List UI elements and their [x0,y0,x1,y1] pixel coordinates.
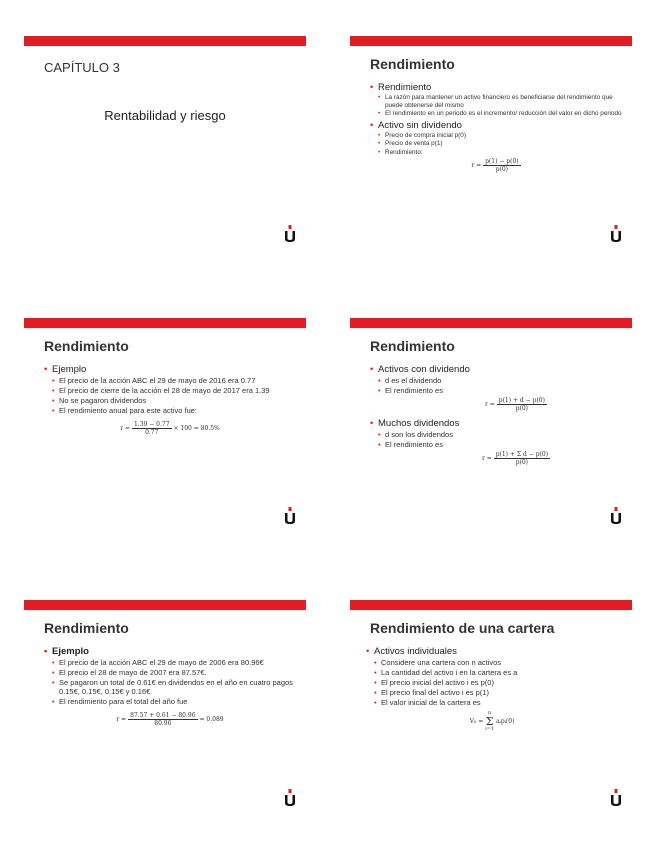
slide-header-bar [24,36,306,46]
sub-bullet: • d es el dividendo [378,376,622,385]
sum-upper-limit: n [488,710,492,716]
sub-bullet: • El valor inicial de la cartera es [374,698,618,707]
formula-lhs: V₀ = [469,718,484,725]
formula-denominator: 80.96 [154,720,172,727]
bullet: • Activo sin dividendo [370,120,622,131]
formula-denominator: p(0) [495,166,509,173]
sub-bullet: • El rendimiento anual para este activo fue: [52,406,296,415]
bullet: • Activos individuales [366,646,618,657]
slide-1 [24,36,306,251]
formula-numerator: p(1) + d − p(0) [498,397,545,404]
university-logo-icon [610,789,622,807]
slide-title: Rendimiento de una cartera [370,620,555,636]
formula [366,711,618,732]
formula-term: aᵢpᵢ(0) [496,718,515,725]
formula-lhs: r = [485,401,495,408]
university-logo-icon [284,507,296,525]
sub-bullet: • El precio de cierre de la acción el 28 de mayo de 2017 era 1.39 [52,386,296,395]
slide-body [366,644,618,732]
sub-bullet: • El precio final del activo i es p(1) [374,688,618,697]
slide-header-bar [350,36,632,46]
slide-body [44,362,296,436]
slide-4 [350,318,632,533]
slide-title: Rendimiento [44,338,129,354]
formula-rhs: = 0.089 [199,716,224,723]
formula-lhs: r = [471,162,482,169]
university-logo-icon [284,225,296,243]
sub-bullet: • El precio de la acción ABC el 29 de mayo de 2006 era 80.96€ [52,658,296,667]
formula-denominator: 0.77 [145,429,159,436]
bullet: • Muchos dividendos [370,418,622,429]
formula-lhs: r = [481,455,492,462]
sub-bullet: • El precio el 28 de mayo de 2007 era 87.57€. [52,668,296,677]
bullet: • Ejemplo [44,364,296,375]
sub-bullet: • El rendimiento es [378,440,622,449]
formula-rhs: × 100 = 80.5% [173,425,220,432]
slide-6 [350,600,632,815]
slide-2 [350,36,632,251]
university-logo-icon [610,507,622,525]
formula [44,421,296,436]
formula-denominator: p(0) [515,405,529,412]
formula [44,712,296,727]
slide-subtitle: Rentabilidad y riesgo [104,108,226,123]
bullet: • Rendimiento [370,82,622,93]
sub-bullet: • El rendimiento en un periodo es el incremento/ reducción del valor en dicho periodo [378,110,622,118]
slide-title: Rendimiento [44,620,129,636]
slide-5 [24,600,306,815]
slide-3 [24,318,306,533]
slide-header-bar [24,600,306,610]
sub-bullet: • Considere una cartera con n activos [374,658,618,667]
university-logo-icon [284,789,296,807]
sub-bullet: • No se pagaron dividendos [52,396,296,405]
slide-header-bar [24,318,306,328]
slide-body [44,644,296,727]
sub-bullet: • Rendimiento: [378,149,622,157]
sub-bullet: • El rendimiento es [378,386,622,395]
formula-denominator: p(0) [515,459,529,466]
slide-header-bar [350,600,632,610]
formula-numerator: 87.57 + 0.61 − 80.96 [130,712,196,719]
formula-lhs: r = [116,716,127,723]
sigma-icon: Σ [485,715,494,728]
university-logo-icon [610,225,622,243]
chapter-label: CAPÍTULO 3 [44,60,120,75]
slide-header-bar [350,318,632,328]
formula-numerator: p(1) + Σ d − p(0) [495,451,549,458]
sub-bullet: • La razón para mantener un activo financiero es beneficiarse del rendimiento que puede obtenerse del mismo [378,94,622,109]
formula-numerator: 1.39 − 0.77 [133,421,170,428]
sub-bullet: • Se pagaron un total de 0.61€ en dividendos en el año en cuatro pagos 0.15€, 0.15€, 0.15€ y 0.16€ [52,678,296,696]
formula [370,158,622,173]
slide-body [370,80,622,173]
slide-title: Rendimiento [370,56,455,72]
sub-bullet: • La cantidad del activo i en la cartera es a [374,668,618,677]
bullet: • Activos con dividendo [370,364,622,375]
sub-bullet: • Precio de venta p(1) [378,140,622,148]
summation [485,711,494,732]
sub-bullet: • d son los dividendos [378,430,622,439]
slide-body [370,362,622,466]
sub-bullet: • El rendimiento para el total del año fue [52,697,296,706]
formula [410,397,622,412]
sub-bullet: • Precio de compra inicial p(0) [378,132,622,140]
formula-numerator: p(1) − p(0) [485,158,519,165]
sub-bullet: • El precio inicial del activo i es p(0) [374,678,618,687]
formula [410,451,622,466]
formula-lhs: r = [120,425,131,432]
sum-lower-limit: i=1 [485,726,495,732]
sub-bullet: • El precio de la acción ABC el 29 de mayo de 2016 era 0.77 [52,376,296,385]
bullet: • Ejemplo [44,646,296,657]
slide-title: Rendimiento [370,338,455,354]
